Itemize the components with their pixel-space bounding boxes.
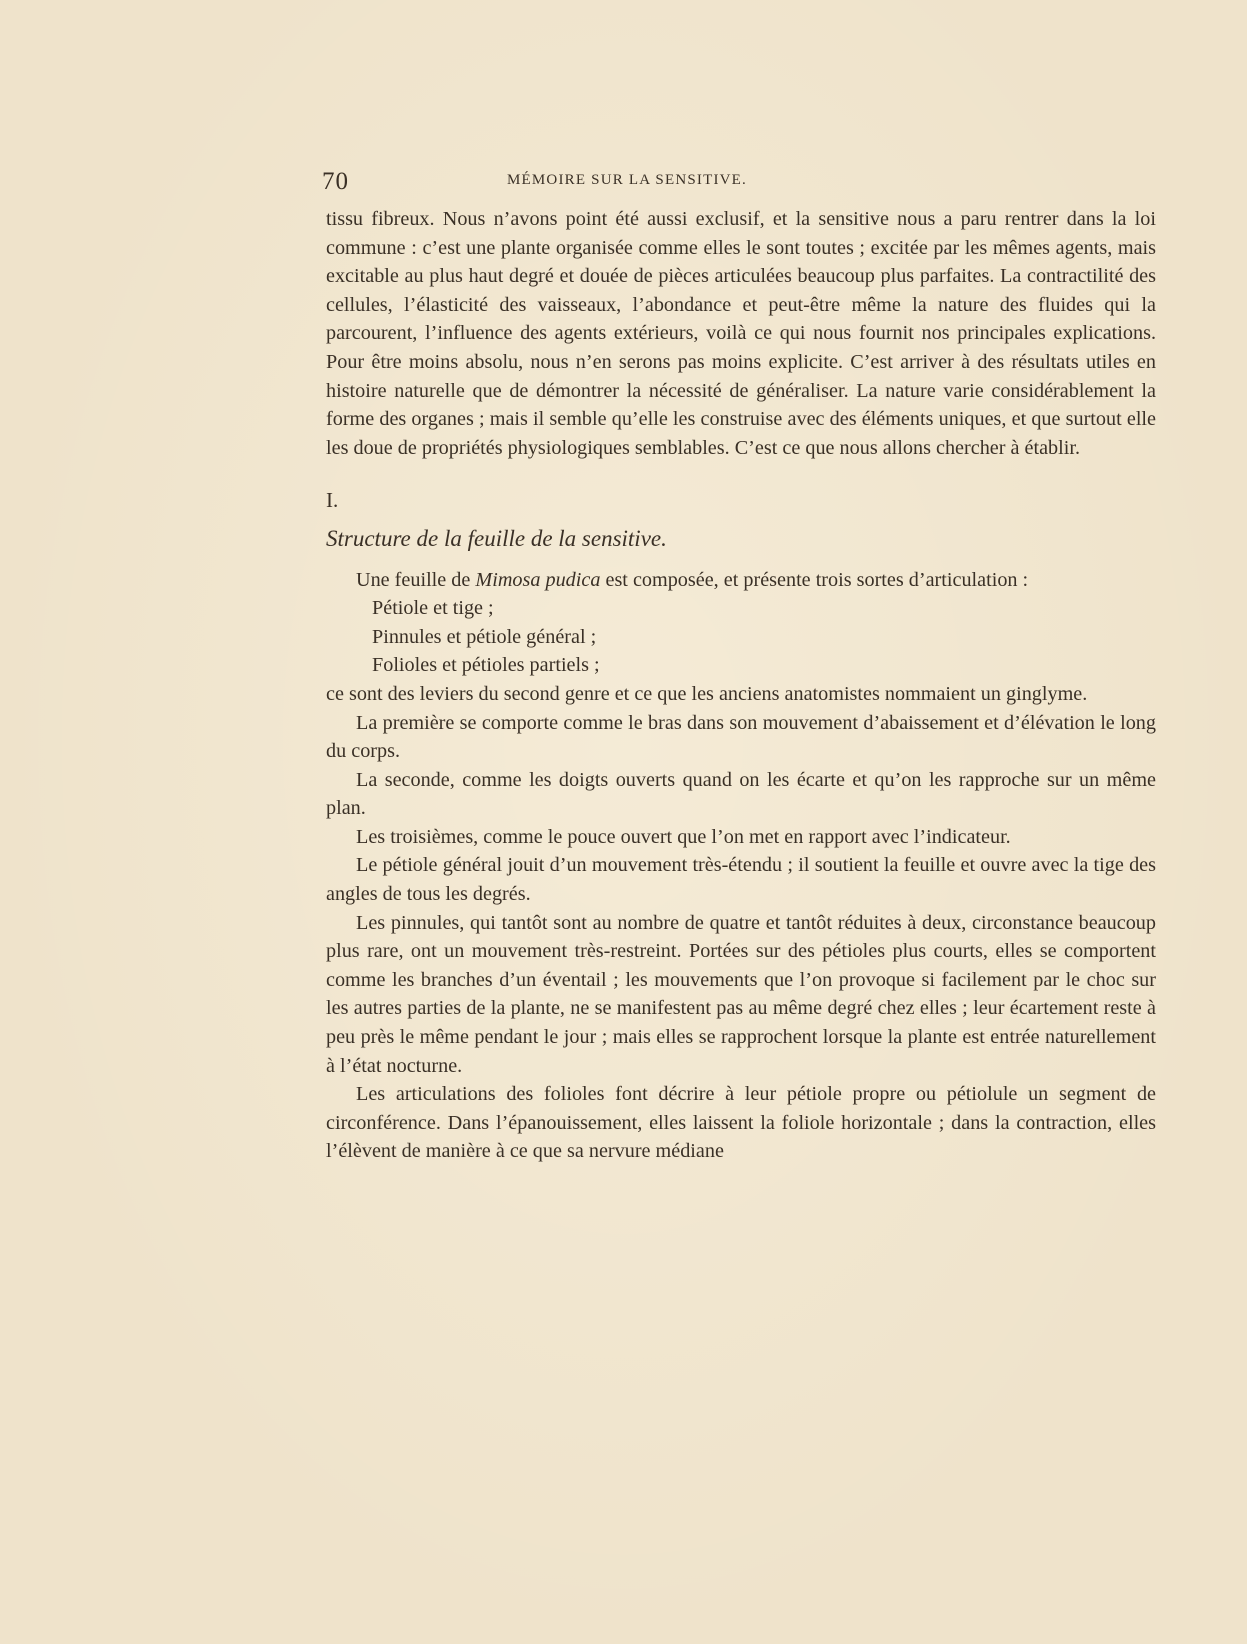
paragraph-first-articulation: La première se comporte comme le bras dans son mouvement d’abaissement et d’élévation le long du corps. xyxy=(326,711,1156,763)
paragraph-leaf-after: est composée, et présente trois sortes d’articulation : xyxy=(600,568,1029,591)
paragraph-third-articulation: Les troisièmes, comme le pouce ouvert que l’on met en rapport avec l’indicateur. xyxy=(356,825,1011,848)
paragraph-leaf-composition xyxy=(326,566,1156,595)
list-item: Pinnules et pétiole général ; xyxy=(372,625,597,648)
page-header xyxy=(322,168,932,198)
species-name: Mimosa pudica xyxy=(475,568,601,591)
paragraph-leaf-before: Une feuille de xyxy=(356,568,476,591)
section-number: I. xyxy=(326,488,339,513)
page-number: 70 xyxy=(322,168,349,195)
body-text xyxy=(326,205,1156,1166)
paragraph-second-articulation: La seconde, comme les doigts ouverts quand on les écarte et qu’on les rapproche sur un même plan. xyxy=(326,768,1156,820)
paragraph-general-petiole: Le pétiole général jouit d’un mouvement très-étendu ; il soutient la feuille et ouvre avec la tige des angles de tous les degrés. xyxy=(326,854,1156,906)
list-item: Folioles et pétioles partiels ; xyxy=(372,654,600,677)
running-head: MÉMOIRE SUR LA SENSITIVE. xyxy=(506,172,747,188)
intro-paragraph: tissu fibreux. Nous n’avons point été aussi exclusif, et la sensitive nous a paru rentrer dans la loi commune : c’est une plante organisée comme elles le sont toutes ; excitée par les mêmes agents, mais excitable au plus haut degré et douée de pièces articulées beaucoup plus parfaites. La contractilité des cellules, l’élasticité des vaisseaux, l’abondance et peut-être même la nature des fluides qui la parcourent, l’influence des agents extérieurs, voilà ce qui nous fournit nos principales explications. Pour être moins absolu, nous n’en serons pas moins explicite. C’est arriver à des résultats utiles en histoire naturelle que de démontrer la nécessité de généraliser. La nature varie considérablement la forme des organes ; mais il semble qu’elle les construise avec des éléments uniques, et que surtout elle les doue de propriétés physiologiques semblables. C’est ce que nous allons chercher à établir. xyxy=(326,208,1156,459)
list-item: Pétiole et tige ; xyxy=(372,597,494,620)
section-title: Structure de la feuille de la sensitive. xyxy=(326,525,667,551)
paragraph-folioles: Les articulations des folioles font décrire à leur pétiole propre ou pétiolule un segment de circonférence. Dans l’épanouissement, elles laissent la foliole horizontale ; dans la contraction, elles l’élèvent de manière à ce que sa nervure médiane xyxy=(326,1083,1156,1163)
paragraph-pinnules: Les pinnules, qui tantôt sont au nombre de quatre et tantôt réduites à deux, circonstance beaucoup plus rare, ont un mouvement très-restreint. Portées sur des pétioles plus courts, elles se comportent comme les branches d’un éventail ; les mouvements que l’on provoque si facilement par le choc sur les autres parties de la plante, ne se manifestent pas au même degré chez elles ; leur écartement reste à peu près le même pendant le jour ; mais elles se rapprochent lorsque la plante est entrée naturellement à l’état nocturne. xyxy=(326,911,1156,1077)
paragraph-levers: ce sont des leviers du second genre et ce que les anciens anatomistes nommaient un ginglyme. xyxy=(326,682,1088,705)
